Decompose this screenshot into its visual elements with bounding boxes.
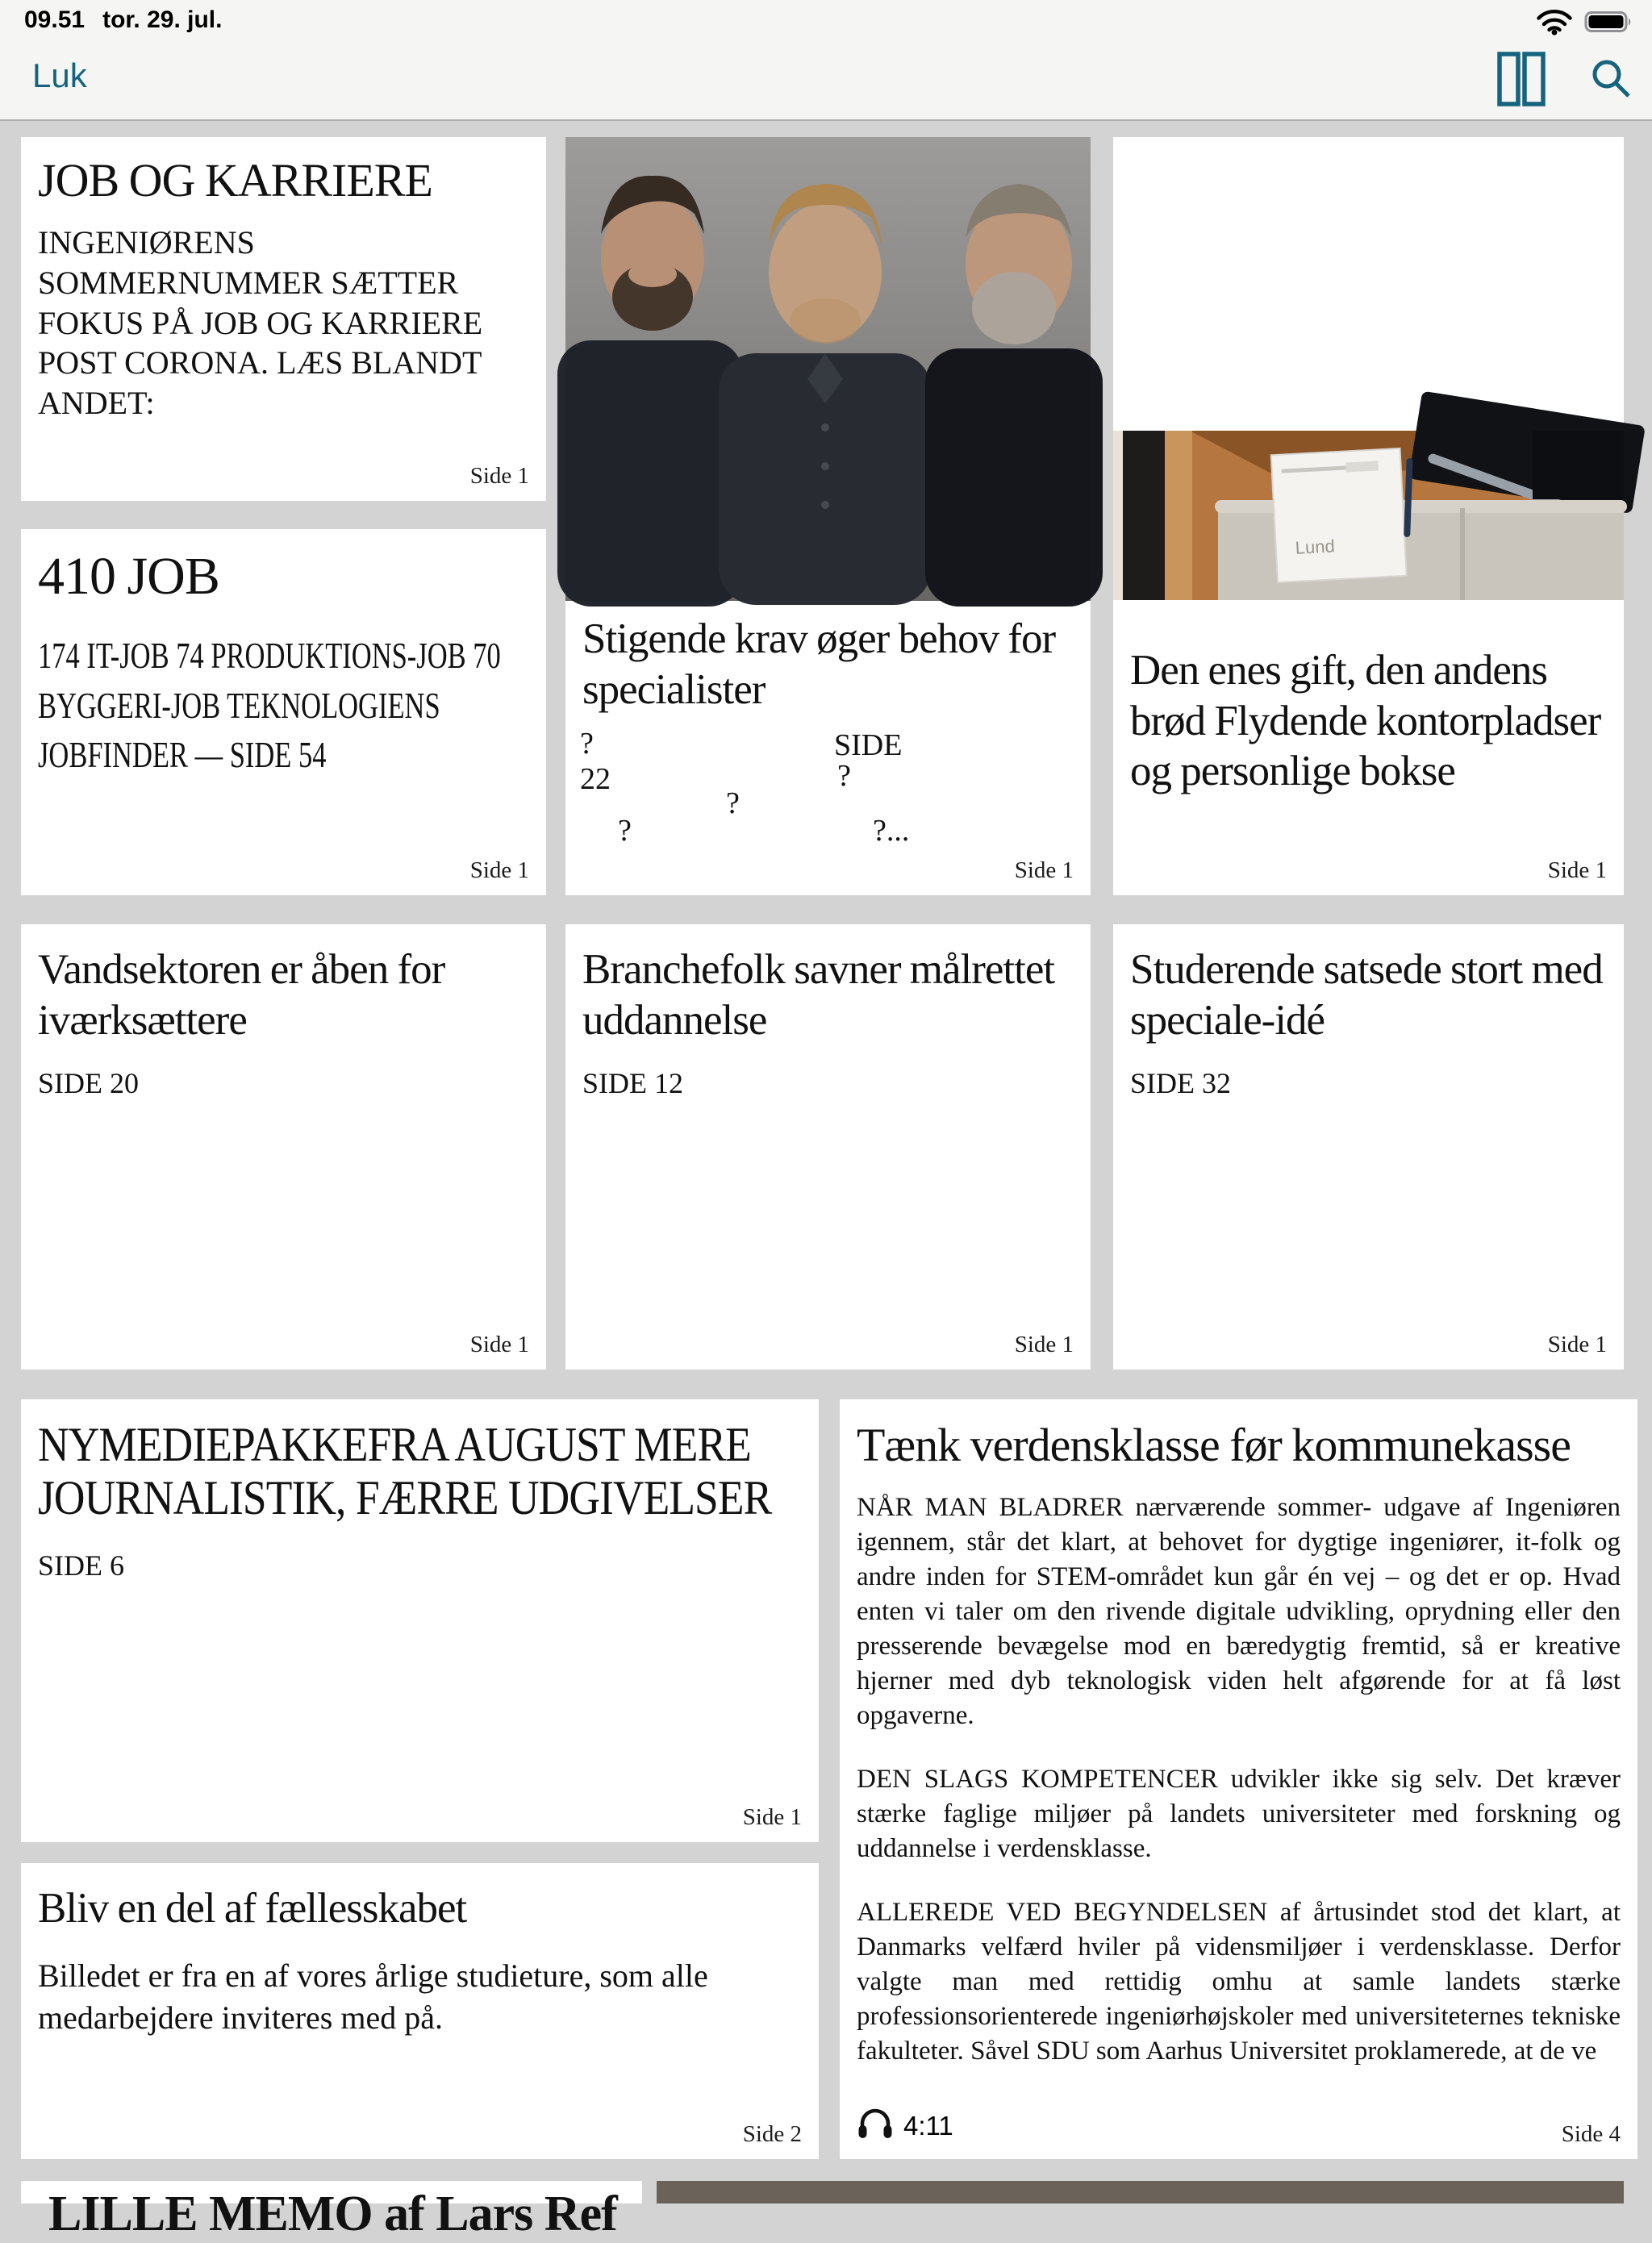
card-title: Vandsektoren er åben for iværksættere <box>38 946 445 1044</box>
page-number-label: Side 1 <box>1547 1332 1607 1357</box>
fragment: 22 <box>580 762 611 797</box>
card-title: JOB OG KARRIERE <box>38 154 432 206</box>
card-410-job[interactable] <box>21 529 546 895</box>
side-reference: SIDE 32 <box>1130 1067 1231 1100</box>
fragment: SIDE <box>834 728 903 763</box>
card-title: LILLE MEMO af Lars Ref <box>48 2187 617 2241</box>
battery-icon <box>1584 10 1634 38</box>
search-button[interactable] <box>1591 58 1633 104</box>
status-date: tor. 29. jul. <box>102 6 223 33</box>
blank-space <box>1113 137 1624 431</box>
page-number-label: Side 1 <box>1014 857 1074 883</box>
card-faellesskab[interactable] <box>21 1863 819 2159</box>
wifi-icon <box>1536 8 1573 40</box>
nav-bar <box>0 42 1652 121</box>
fragment: ?... <box>873 814 910 848</box>
audio-player-button[interactable] <box>857 2106 953 2146</box>
article-body <box>857 1490 1621 2069</box>
status-bar <box>0 0 1652 42</box>
card-job-og-karriere[interactable] <box>21 137 546 501</box>
page-number-label: Side 1 <box>1014 1332 1074 1357</box>
card-verdensklasse[interactable] <box>840 1399 1637 2159</box>
article-title: Tænk verdensklasse før kommunekasse <box>857 1419 1571 1471</box>
page-number-label: Side 1 <box>1547 857 1607 883</box>
svg-text:Lund: Lund <box>1295 536 1336 558</box>
card-body: Billedet er fra en af vores årlige studieture, som alle medarbejdere inviteres med på. <box>38 1957 708 2037</box>
card-specialister[interactable] <box>565 137 1091 895</box>
card-subtitle: 174 IT-JOB 74 PRODUKTIONS-JOB 70 BYGGERI-JOB TEKNOLOGIENS JOBFINDER — SIDE 54 <box>38 634 501 776</box>
card-title: NYMEDIEPAKKEFRA AUGUST MERE JOURNALISTIK, FÆRRE UDGIVELSER <box>38 1418 772 1524</box>
card-title: Studerende satsede stort med speciale-idé <box>1130 946 1603 1044</box>
close-button[interactable]: Luk <box>32 56 87 94</box>
card-subtitle: INGENIØRENS SOMMERNUMMER SÆTTER FOKUS PÅ JOB OG KARRIERE POST CORONA. LÆS BLANDT ANDET: <box>38 224 483 421</box>
page-number-label: Side 2 <box>742 2121 802 2147</box>
card-title: Den enes gift, den andens brød Flydende kontorpladser og personlige bokse <box>1130 647 1601 795</box>
page-number-label: Side 4 <box>1561 2121 1621 2147</box>
headphones-icon <box>857 2106 894 2146</box>
fragment: ? <box>618 814 632 848</box>
three-men-photo <box>565 137 1091 601</box>
teaser-fragments <box>582 726 1074 855</box>
side-reference: SIDE 20 <box>38 1067 139 1100</box>
status-time: 09.51 <box>24 6 86 33</box>
side-reference: SIDE 6 <box>38 1549 124 1582</box>
page-number-label: Side 1 <box>742 1804 802 1830</box>
page-number-label: Side 1 <box>469 857 529 883</box>
article-paragraph: DEN SLAGS KOMPETENCER udvikler ikke sig selv. Det kræver stærke faglige miljøer på landets universiteter med forskning og uddannelse i verdensklasse. <box>857 1765 1621 1864</box>
card-title: Bliv en del af fællesskabet <box>38 1885 467 1932</box>
locker-shelf-photo <box>1113 431 1624 600</box>
card-title: Stigende krav øger behov for specialister <box>582 615 1056 713</box>
fragment: ? <box>837 759 851 794</box>
card-title: 410 JOB <box>38 547 219 606</box>
card-title: Branchefolk savner målrettet uddannelse <box>582 946 1055 1044</box>
pages-icon <box>1497 96 1546 110</box>
card-den-enes-gift[interactable] <box>1113 137 1624 895</box>
card-lille-memo[interactable] <box>21 2181 642 2241</box>
article-paragraph: ALLEREDE VED BEGYNDELSEN af årtusindet stod det klart, at Danmarks velfærd hviler på vidensmiljøer i verdensklasse. Derfor valgte man med rettidig omhu at samle landets stærke professionsorienterede ingeniørhøjskoler med universiteternes tekniske fakulteter. Såvel SDU som Aarhus Universitet proklamerede, at de ve <box>857 1898 1621 2066</box>
article-paragraph: NÅR MAN BLADRER nærværende sommer- udgave af Ingeniøren igennem, står det klart, at behovet for dygtige ingeniører, it-folk og andre inden for STEM-området kun går én vej – og det er op. Hvad enten vi taler om den rivende digitale udvikling, oprydning eller den presserende bevægelse mod en bæredygtig fremtid, så er kreative hjerner med dyb teknologisk viden helt afgørende for at få løst opgaverne. <box>857 1493 1621 1731</box>
bottom-photo-card[interactable] <box>657 2181 1624 2203</box>
card-studerende[interactable] <box>1113 924 1624 1370</box>
audio-duration: 4:11 <box>903 2111 953 2141</box>
page-spread-view-button[interactable] <box>1497 52 1546 110</box>
card-branchefolk[interactable] <box>565 924 1091 1370</box>
card-mediepakke[interactable] <box>21 1399 819 1842</box>
page-number-label: Side 1 <box>469 463 529 489</box>
search-icon <box>1591 90 1633 103</box>
page-number-label: Side 1 <box>469 1332 529 1357</box>
card-vandsektoren[interactable] <box>21 924 546 1370</box>
fragment: ? <box>726 786 740 821</box>
fragment: ? <box>580 727 594 761</box>
side-reference: SIDE 12 <box>582 1067 683 1100</box>
